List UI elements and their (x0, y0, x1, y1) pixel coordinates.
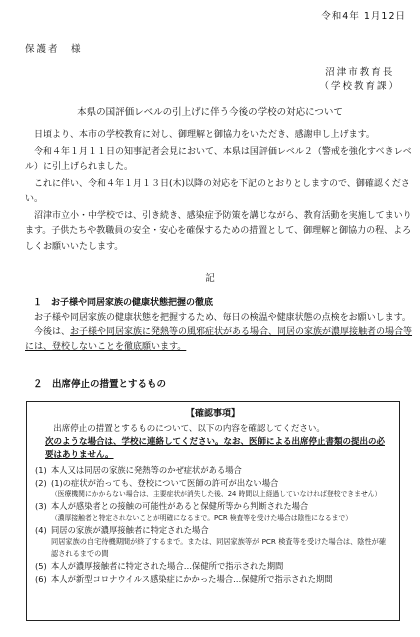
item-number: (3) (35, 501, 47, 512)
list-item (35, 477, 389, 490)
confirmation-box (26, 401, 400, 621)
item-number: (2) (35, 477, 47, 488)
section-1-underlined: お子様や同居家族に発熱等の風邪症状がある場合、同居の家族が濃厚接触者の場合等には、登校しないことを徹底願います。 (25, 327, 413, 352)
body-text (25, 128, 413, 256)
section-2-heading: ２ 出席停止の措置とするもの (33, 379, 167, 390)
section-1-paragraph-2 (25, 325, 415, 354)
section-1-paragraph: お子様や同居家族の健康状態を把握するため、毎日の検温や健康状態の点検をお願いします。 (34, 312, 411, 323)
section-1 (25, 296, 415, 354)
list-item (35, 524, 389, 537)
sender-org: 沼津市教育長 (325, 67, 395, 78)
item-text: 同居の家族が濃厚接触者に特定された場合 (51, 524, 209, 535)
sender-dept: （学校教育課） (319, 80, 400, 92)
document-title: 本県の国評価レベルの引上げに伴う今後の学校の対応について (77, 107, 343, 118)
body-paragraph: 日頃より、本市の学校教育に対し、御理解と御協力をいただき、感謝申し上げます。 (34, 130, 375, 140)
item-number: (5) (35, 561, 47, 572)
item-text: 本人が新型コロナウイルス感染症にかかった場合…保健所で指示された期間 (51, 573, 333, 584)
list-item (35, 464, 389, 477)
box-intro-1: 出席停止の措置とするものについて、以下の内容を確認してください。 (53, 424, 325, 435)
addressee: 保護者 様 (25, 44, 83, 55)
body-paragraph: 沼津市立小・中学校では、引き続き、感染症予防策を講じながら、教育活動を実施してまいります。子供たちや教職員の安全・安心を確保するための措置として、御理解と御協力の程、よろしくお願いいたします。 (25, 210, 412, 252)
item-text: 本人が感染者との接触の可能性があると保健所等から判断された場合 (51, 501, 309, 512)
list-item (35, 573, 389, 586)
box-intro-2: 次のような場合は、学校に連絡してください。なお、医師による出席停止書類の提出の必要はありません。 (45, 437, 386, 461)
body-paragraph: 令和４年１月１１日の知事記者会見において、本県は国評価レベル２（警戒を強化すべきレベル）に引上げられました。 (25, 146, 412, 172)
item-number: (4) (35, 524, 47, 535)
body-paragraph: これに伴い、令和４年１月１３日(木)以降の対応を下記のとおりとしますので、御確認ください。 (25, 178, 410, 204)
item-text: 本人又は同居の家族に発熱等のかぜ症状がある場合 (51, 465, 242, 476)
box-intro (27, 421, 399, 462)
box-title: 【確認事項】 (185, 409, 240, 419)
item-text: (1)の症状が治っても、登校について医師の許可が出ない場合 (51, 477, 279, 488)
item-number: (1) (35, 465, 47, 476)
document-date: 令和4年 1月12日 (321, 11, 406, 22)
box-items (27, 462, 399, 585)
item-subtext: 同居家族の自宅待機期間が終了するまで。または、同居家族等が PCR 検査等を受けた場合は、陰性が確認されるまでの間 (51, 537, 387, 559)
list-item (35, 560, 389, 573)
item-number: (6) (35, 573, 47, 584)
list-item (35, 500, 389, 513)
section-1-lead: 今後は、 (34, 327, 71, 337)
item-note: （医療機関にかからない場合は、主要症状が消失した後、24 時間以上経過していなければ登校できません） (51, 490, 382, 499)
ki-marker: 記 (205, 273, 215, 284)
item-text: 本人が濃厚接触者に特定された場合…保健所で指示された期間 (51, 561, 284, 572)
section-1-heading: １ お子様や同居家族の健康状態把握の徹底 (33, 298, 214, 308)
sender-block (319, 66, 400, 94)
item-note: （濃厚接触者と特定されないことが明確になるまで。PCR 検査等を受けた場合は陰性になるまで） (51, 513, 353, 522)
